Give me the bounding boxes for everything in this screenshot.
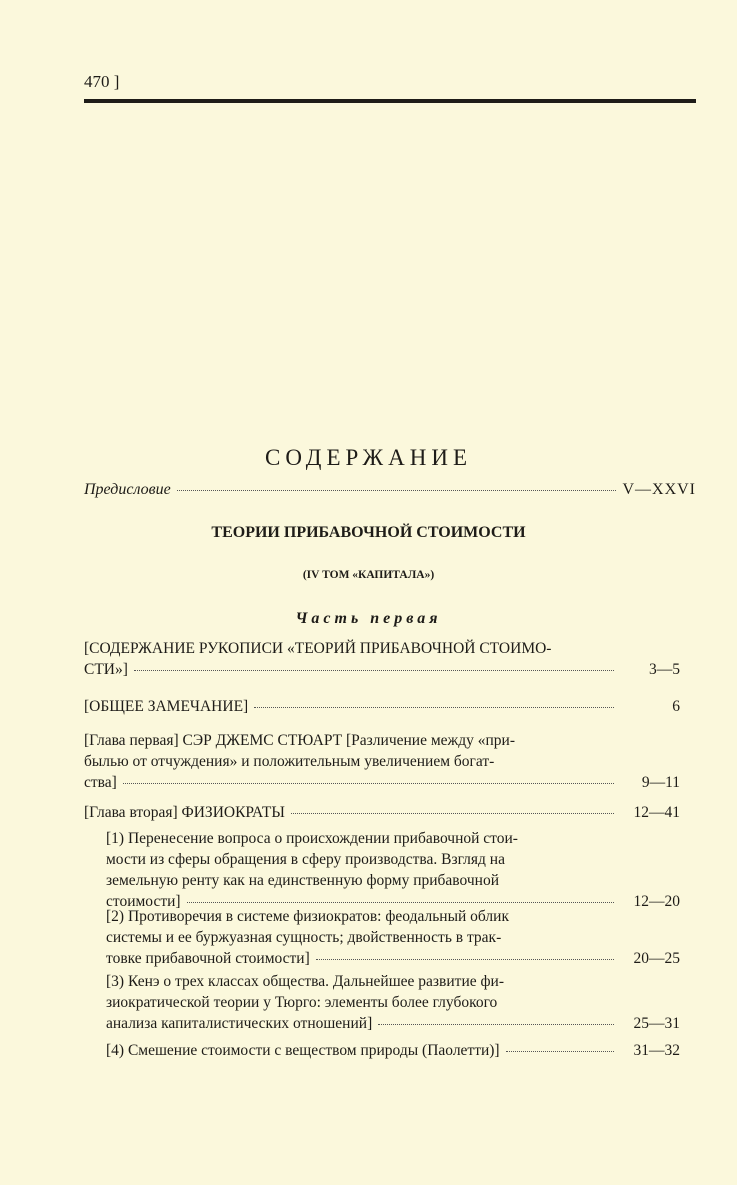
dot-leader xyxy=(254,707,614,708)
toc-entry-pages: 3—5 xyxy=(649,661,680,678)
toc-entry-text: мости из сферы обращения в сферу производства. Взгляд на xyxy=(106,851,505,868)
toc-entry-text: товке прибавочной стоимости] xyxy=(106,950,310,967)
toc-entry-text: [СОДЕРЖАНИЕ РУКОПИСИ «ТЕОРИЙ ПРИБАВОЧНОЙ СТОИМО- xyxy=(84,640,552,657)
preface-pages: V—XXVI xyxy=(622,481,696,498)
toc-entry-text: [ОБЩЕЕ ЗАМЕЧАНИЕ] xyxy=(84,698,249,715)
toc-entry-text: [1) Перенесение вопроса о происхождении прибавочной стои- xyxy=(106,830,518,847)
toc-entry-line xyxy=(106,828,680,849)
toc-entry-line xyxy=(106,971,680,992)
dot-leader xyxy=(123,783,614,784)
toc-entry-pages: 31—32 xyxy=(633,1042,680,1059)
toc-entry xyxy=(106,1040,680,1061)
header-rule xyxy=(84,99,696,105)
toc-entry-text: [Глава первая] СЭР ДЖЕМС СТЮАРТ [Различение между «при- xyxy=(84,732,516,749)
toc-entry-line xyxy=(106,1040,680,1061)
section-subheading: (IV ТОМ «КАПИТАЛА») xyxy=(302,569,435,581)
page-number: 470 ] xyxy=(84,72,120,91)
toc-entry xyxy=(84,696,680,717)
toc-entry-line xyxy=(84,730,680,751)
toc-entry-text: [4) Смешение стоимости с веществом природы (Паолетти)] xyxy=(106,1042,500,1059)
toc-entry-line xyxy=(106,992,680,1013)
toc-entry-line xyxy=(106,1013,680,1034)
toc-entry-pages: 6 xyxy=(672,698,680,715)
toc-entry-text: анализа капиталистических отношений] xyxy=(106,1015,373,1032)
toc-entry xyxy=(84,638,680,680)
toc-entry-line xyxy=(106,870,680,891)
dot-leader xyxy=(378,1024,614,1025)
toc-entry-pages: 9—11 xyxy=(641,774,680,791)
dot-leader xyxy=(506,1051,614,1052)
toc-entry xyxy=(106,906,680,969)
toc-entry-text: СТИ»] xyxy=(84,661,128,678)
dot-leader xyxy=(134,670,614,671)
toc-entry-line xyxy=(84,772,680,793)
toc-entry-line xyxy=(84,696,680,717)
toc-entry-pages: 12—20 xyxy=(633,893,680,910)
toc-entry-line xyxy=(84,802,680,823)
toc-entry-text: былью от отчуждения» и положительным увеличением богат- xyxy=(84,753,495,770)
toc-entry-line xyxy=(106,927,680,948)
toc-entry xyxy=(106,971,680,1034)
dot-leader xyxy=(187,902,614,903)
section-heading: ТЕОРИИ ПРИБАВОЧНОЙ СТОИМОСТИ xyxy=(211,524,526,541)
toc-entry-pages: 12—41 xyxy=(633,804,680,821)
toc-entry-text: [3) Кенэ о трех классах общества. Дальнейшее развитие фи- xyxy=(106,973,504,990)
toc-entry-text: ства] xyxy=(84,774,117,791)
part-heading: Часть первая xyxy=(295,610,442,627)
toc-entry xyxy=(84,802,680,823)
toc-entry xyxy=(106,828,680,912)
toc-entry-text: зиократической теории у Тюрго: элементы более глубокого xyxy=(106,994,498,1011)
contents-title: СОДЕРЖАНИЕ xyxy=(264,445,472,470)
toc-entry-text: [2) Противоречия в системе физиократов: феодальный облик xyxy=(106,908,509,925)
toc-entry-text: земельную ренту как на единственную форму прибавочной xyxy=(106,872,499,889)
toc-entry-line xyxy=(84,659,680,680)
dot-leader xyxy=(177,490,617,491)
toc-entry-text: стоимости] xyxy=(106,893,181,910)
dot-leader xyxy=(291,813,614,814)
toc-entry-text: [Глава вторая] ФИЗИОКРАТЫ xyxy=(84,804,285,821)
toc-entry-pages: 20—25 xyxy=(633,950,680,967)
toc-entry-text: системы и ее буржуазная сущность; двойственность в трак- xyxy=(106,929,502,946)
toc-entry-line xyxy=(106,948,680,969)
toc-entry xyxy=(84,730,680,793)
toc-entry-line xyxy=(106,906,680,927)
dot-leader xyxy=(316,959,614,960)
toc-entry-line xyxy=(84,638,680,659)
toc-entry-line xyxy=(84,751,680,772)
toc-entry-preface xyxy=(84,481,696,499)
toc-entry-pages: 25—31 xyxy=(633,1015,680,1032)
preface-label: Предисловие xyxy=(84,481,171,498)
toc-entry-line xyxy=(106,849,680,870)
